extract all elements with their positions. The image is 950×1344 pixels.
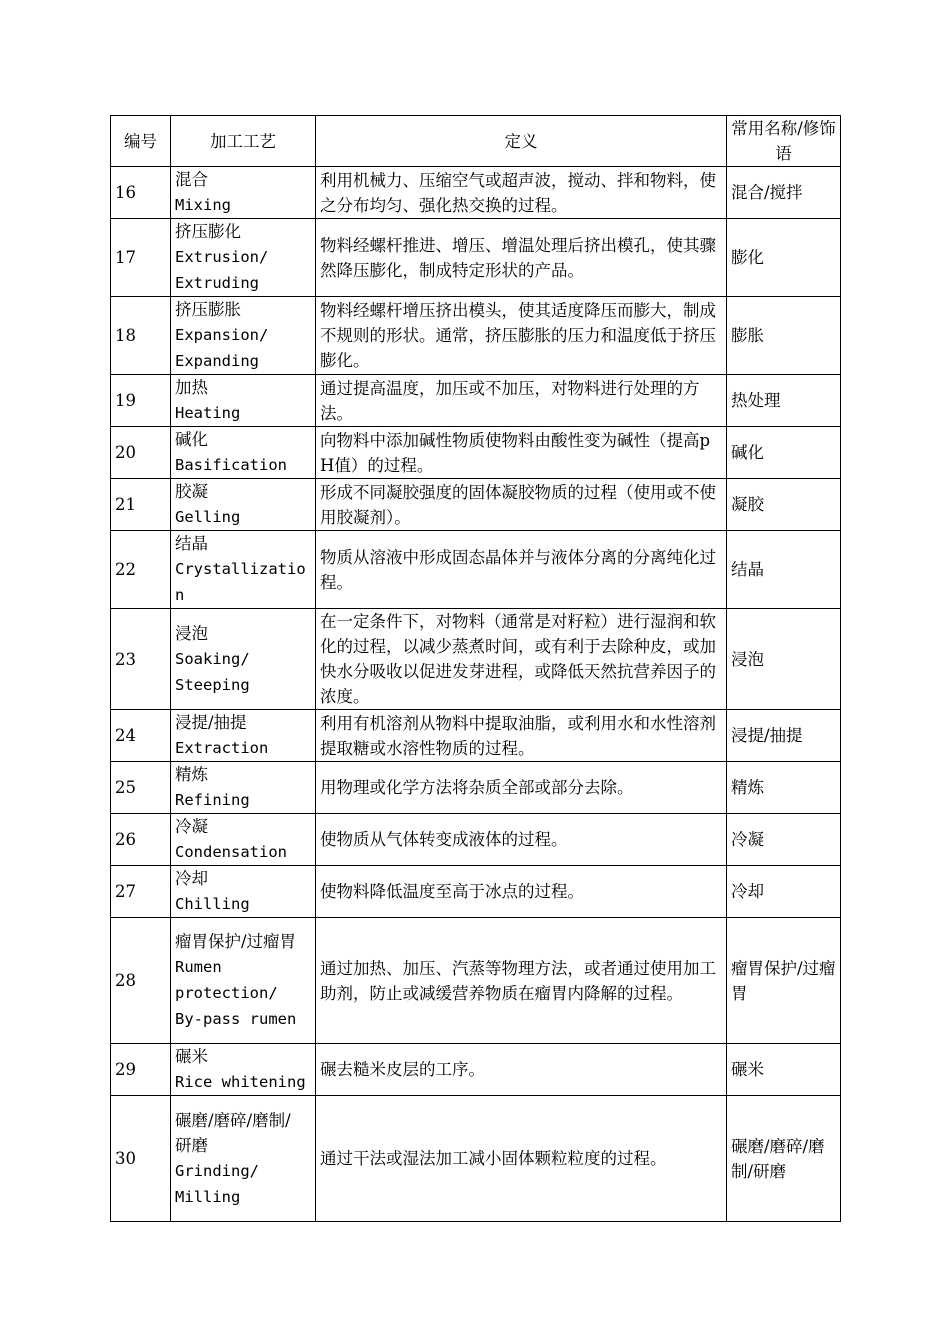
process-zh: 瘤胃保护/过瘤胃 — [175, 932, 297, 951]
process-en: Gelling — [175, 508, 241, 526]
table-row — [111, 167, 841, 219]
common-name-cell: 热处理 — [727, 375, 841, 427]
process-cell — [171, 609, 316, 710]
process-zh: 浸泡 — [175, 623, 208, 643]
row-number: 23 — [111, 609, 171, 710]
header-process: 加工工艺 — [171, 116, 316, 167]
common-name-cell: 碾磨/磨碎/磨制/研磨 — [727, 1096, 841, 1222]
process-en: Extrusion/ Extruding — [175, 248, 269, 292]
process-zh: 冷凝 — [175, 817, 208, 836]
header-no: 编号 — [111, 116, 171, 167]
process-cell — [171, 427, 316, 479]
table-row — [111, 762, 841, 814]
table-row — [111, 427, 841, 479]
row-number: 18 — [111, 297, 171, 375]
process-zh: 胶凝 — [175, 482, 208, 501]
common-name-cell: 膨胀 — [727, 297, 841, 375]
row-number: 26 — [111, 814, 171, 866]
process-cell — [171, 1096, 316, 1222]
process-en: Basification — [175, 456, 287, 474]
table-row — [111, 814, 841, 866]
row-number: 25 — [111, 762, 171, 814]
row-number: 16 — [111, 167, 171, 219]
common-name-cell: 精炼 — [727, 762, 841, 814]
process-en: Condensation — [175, 843, 287, 861]
process-zh: 加热 — [175, 378, 208, 397]
process-en: Heating — [175, 404, 241, 422]
process-en: Rice whitening — [175, 1073, 306, 1091]
header-common-name: 常用名称/修饰语 — [727, 116, 841, 167]
row-number: 29 — [111, 1044, 171, 1096]
process-en: Chilling — [175, 895, 250, 913]
process-zh: 碱化 — [175, 430, 208, 449]
process-zh: 结晶 — [175, 534, 208, 553]
process-en: Rumen protection/ By-pass rumen — [175, 958, 297, 1028]
row-number: 27 — [111, 866, 171, 918]
process-cell — [171, 762, 316, 814]
table-row — [111, 1044, 841, 1096]
process-cell — [171, 814, 316, 866]
definition-cell: 通过干法或湿法加工减小固体颗粒粒度的过程。 — [316, 1096, 727, 1222]
process-cell — [171, 1044, 316, 1096]
definition-cell: 物质从溶液中形成固态晶体并与液体分离的分离纯化过程。 — [316, 531, 727, 609]
definition-cell: 通过提高温度，加压或不加压，对物料进行处理的方法。 — [316, 375, 727, 427]
row-number: 19 — [111, 375, 171, 427]
process-cell — [171, 219, 316, 297]
table-row — [111, 866, 841, 918]
process-cell — [171, 479, 316, 531]
process-zh: 冷却 — [175, 869, 208, 888]
header-definition: 定义 — [316, 116, 727, 167]
process-en: Extraction — [175, 739, 269, 757]
common-name-cell: 浸泡 — [727, 609, 841, 710]
process-en: Grinding/ Milling — [175, 1161, 259, 1206]
process-terms-table — [110, 115, 841, 1222]
process-cell — [171, 918, 316, 1044]
common-name-cell: 碾米 — [727, 1044, 841, 1096]
definition-cell: 物料经螺杆增压挤出模头，使其适度降压而膨大，制成不规则的形状。通常，挤压膨胀的压力和温度低于挤压膨化。 — [316, 297, 727, 375]
definition-cell: 使物料降低温度至高于冰点的过程。 — [316, 866, 727, 918]
row-number: 21 — [111, 479, 171, 531]
row-number: 24 — [111, 710, 171, 762]
common-name-cell: 浸提/抽提 — [727, 710, 841, 762]
process-en: Refining — [175, 791, 250, 809]
table-row — [111, 219, 841, 297]
process-cell — [171, 375, 316, 427]
common-name-cell: 结晶 — [727, 531, 841, 609]
process-cell — [171, 167, 316, 219]
process-zh: 精炼 — [175, 765, 208, 784]
definition-cell: 碾去糙米皮层的工序。 — [316, 1044, 727, 1096]
definition-cell: 利用机械力、压缩空气或超声波，搅动、拌和物料，使之分布均匀、强化热交换的过程。 — [316, 167, 727, 219]
common-name-cell: 碱化 — [727, 427, 841, 479]
definition-cell: 物料经螺杆推进、增压、增温处理后挤出模孔，使其骤然降压膨化，制成特定形状的产品。 — [316, 219, 727, 297]
process-zh: 浸提/抽提 — [175, 713, 247, 732]
process-cell — [171, 531, 316, 609]
table-row — [111, 609, 841, 710]
definition-cell: 通过加热、加压、汽蒸等物理方法，或者通过使用加工助剂，防止或减缓营养物质在瘤胃内降解的过程。 — [316, 918, 727, 1044]
process-cell — [171, 866, 316, 918]
definition-cell: 形成不同凝胶强度的固体凝胶物质的过程（使用或不使用胶凝剂）。 — [316, 479, 727, 531]
process-zh: 挤压膨化 — [175, 222, 241, 241]
row-number: 17 — [111, 219, 171, 297]
process-cell — [171, 297, 316, 375]
common-name-cell: 混合/搅拌 — [727, 167, 841, 219]
row-number: 28 — [111, 918, 171, 1044]
process-en: Soaking/ Steeping — [175, 649, 250, 694]
definition-cell: 使物质从气体转变成液体的过程。 — [316, 814, 727, 866]
table-row — [111, 297, 841, 375]
common-name-cell: 膨化 — [727, 219, 841, 297]
process-zh: 碾米 — [175, 1047, 208, 1066]
process-zh: 混合 — [175, 170, 208, 189]
table-row — [111, 479, 841, 531]
process-zh: 挤压膨胀 — [175, 300, 241, 319]
table-row — [111, 918, 841, 1044]
process-en: Mixing — [175, 196, 231, 214]
definition-cell: 向物料中添加碱性物质使物料由酸性变为碱性（提高pH值）的过程。 — [316, 427, 727, 479]
table-row — [111, 375, 841, 427]
common-name-cell: 凝胶 — [727, 479, 841, 531]
definition-cell: 在一定条件下，对物料（通常是对籽粒）进行湿润和软化的过程，以减少蒸煮时间，或有利于去除种皮，或加快水分吸收以促进发芽进程，或降低天然抗营养因子的浓度。 — [316, 609, 727, 710]
common-name-cell: 冷却 — [727, 866, 841, 918]
definition-cell: 用物理或化学方法将杂质全部或部分去除。 — [316, 762, 727, 814]
table-header-row — [111, 116, 841, 167]
row-number: 22 — [111, 531, 171, 609]
row-number: 30 — [111, 1096, 171, 1222]
table-row — [111, 710, 841, 762]
process-en: Crystallization — [175, 560, 306, 604]
common-name-cell: 瘤胃保护/过瘤胃 — [727, 918, 841, 1044]
row-number: 20 — [111, 427, 171, 479]
process-cell — [171, 710, 316, 762]
table-row — [111, 531, 841, 609]
common-name-cell: 冷凝 — [727, 814, 841, 866]
process-zh: 碾磨/磨碎/磨制/ 研磨 — [175, 1110, 291, 1155]
process-en: Expansion/ Expanding — [175, 326, 269, 370]
definition-cell: 利用有机溶剂从物料中提取油脂，或利用水和水性溶剂提取糖或水溶性物质的过程。 — [316, 710, 727, 762]
table-row — [111, 1096, 841, 1222]
